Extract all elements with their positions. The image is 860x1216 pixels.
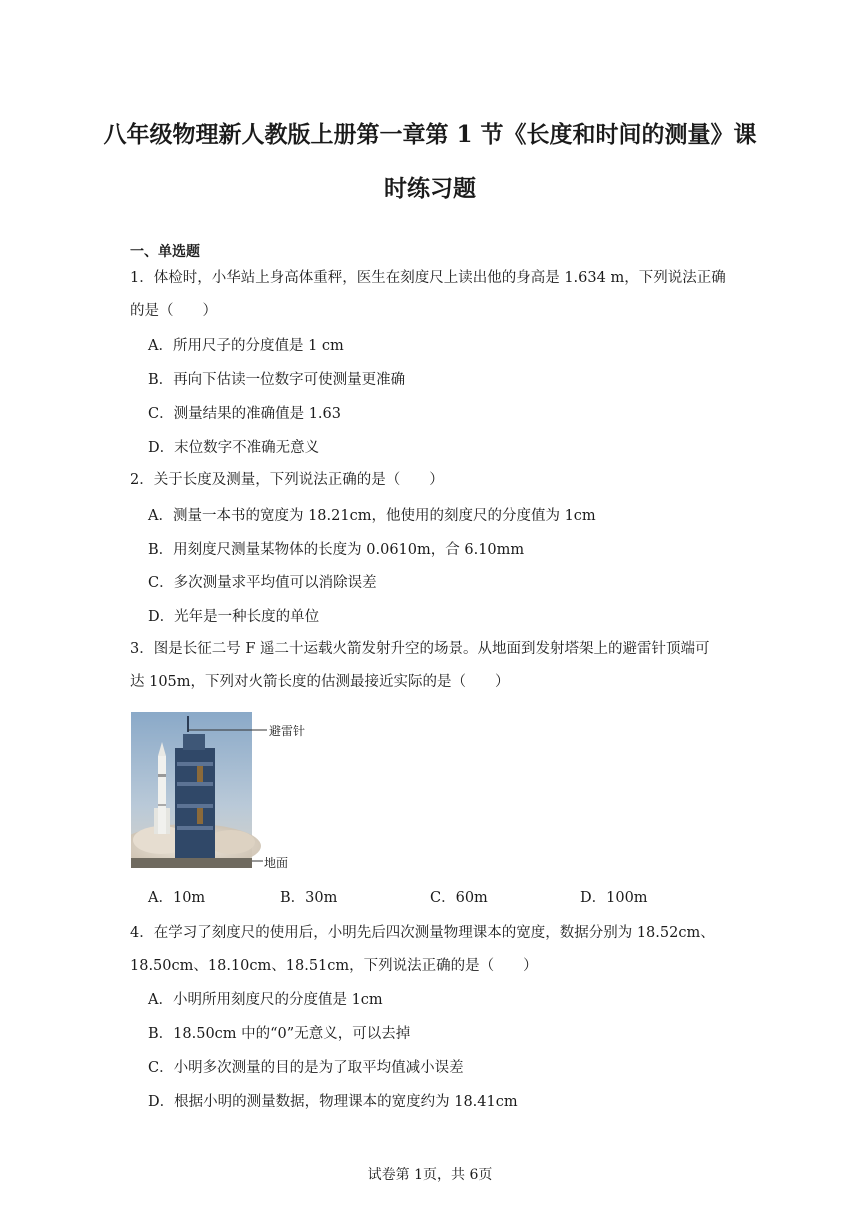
q4-option-d: D．根据小明的测量数据，物理课本的宽度约为 18.41cm — [148, 1094, 518, 1110]
question-4 — [130, 917, 730, 983]
question-4-line-2: 18.50cm、18.10cm、18.51cm，下列说法正确的是（ ） — [130, 958, 538, 974]
question-3-line-1: 3．图是长征二号 F 遥二十运载火箭发射升空的场景。从地面到发射塔架上的避雷针顶端可 — [130, 641, 710, 657]
q1-option-d: D．末位数字不准确无意义 — [148, 440, 320, 456]
question-1 — [130, 262, 730, 328]
label-lightning-rod: 避雷针 — [269, 724, 306, 738]
question-3-line-2: 达 105m，下列对火箭长度的估测最接近实际的是（ ） — [130, 674, 510, 690]
q2-option-c: C．多次测量求平均值可以消除误差 — [148, 575, 377, 591]
q4-option-a: A．小明所用刻度尺的分度值是 1cm — [148, 992, 383, 1008]
section-heading: 一、单选题 — [130, 244, 200, 260]
title-line-2: 时练习题 — [384, 175, 476, 202]
q3-option-b: B．30m — [280, 890, 338, 906]
q1-option-a: A．所用尺子的分度值是 1 cm — [148, 338, 344, 354]
q1-option-b: B．再向下估读一位数字可使测量更准确 — [148, 372, 406, 388]
page-footer: 试卷第 1页，共 6页 — [367, 1167, 493, 1183]
q4-option-b: B．18.50cm 中的“0”无意义，可以去掉 — [148, 1026, 411, 1042]
rocket-launch-figure — [131, 712, 321, 872]
document-title — [100, 108, 760, 216]
label-ground: 地面 — [264, 856, 289, 870]
q2-option-a: A．测量一本书的宽度为 18.21cm，他使用的刻度尺的分度值为 1cm — [148, 508, 596, 524]
q1-option-c: C．测量结果的准确值是 1.63 — [148, 406, 341, 422]
question-2-line-1: 2．关于长度及测量，下列说法正确的是（ ） — [130, 472, 444, 488]
title-line-1: 八年级物理新人教版上册第一章第 1 节《长度和时间的测量》课 — [103, 121, 757, 148]
question-1-line-1: 1．体检时，小华站上身高体重秤，医生在刻度尺上读出他的身高是 1.634 m，下列说法正确 — [130, 270, 726, 286]
q3-option-a: A．10m — [148, 890, 206, 906]
question-1-line-2: 的是（ ） — [130, 303, 217, 319]
q3-option-d: D．100m — [580, 890, 648, 906]
question-3 — [130, 633, 730, 699]
q4-option-c: C．小明多次测量的目的是为了取平均值减小误差 — [148, 1060, 464, 1076]
question-2 — [130, 464, 730, 497]
q3-option-c: C．60m — [430, 890, 488, 906]
question-4-line-1: 4．在学习了刻度尺的使用后，小明先后四次测量物理课本的宽度，数据分别为 18.52cm、 — [130, 925, 715, 941]
q2-option-d: D．光年是一种长度的单位 — [148, 609, 320, 625]
q2-option-b: B．用刻度尺测量某物体的长度为 0.0610m，合 6.10mm — [148, 542, 525, 558]
